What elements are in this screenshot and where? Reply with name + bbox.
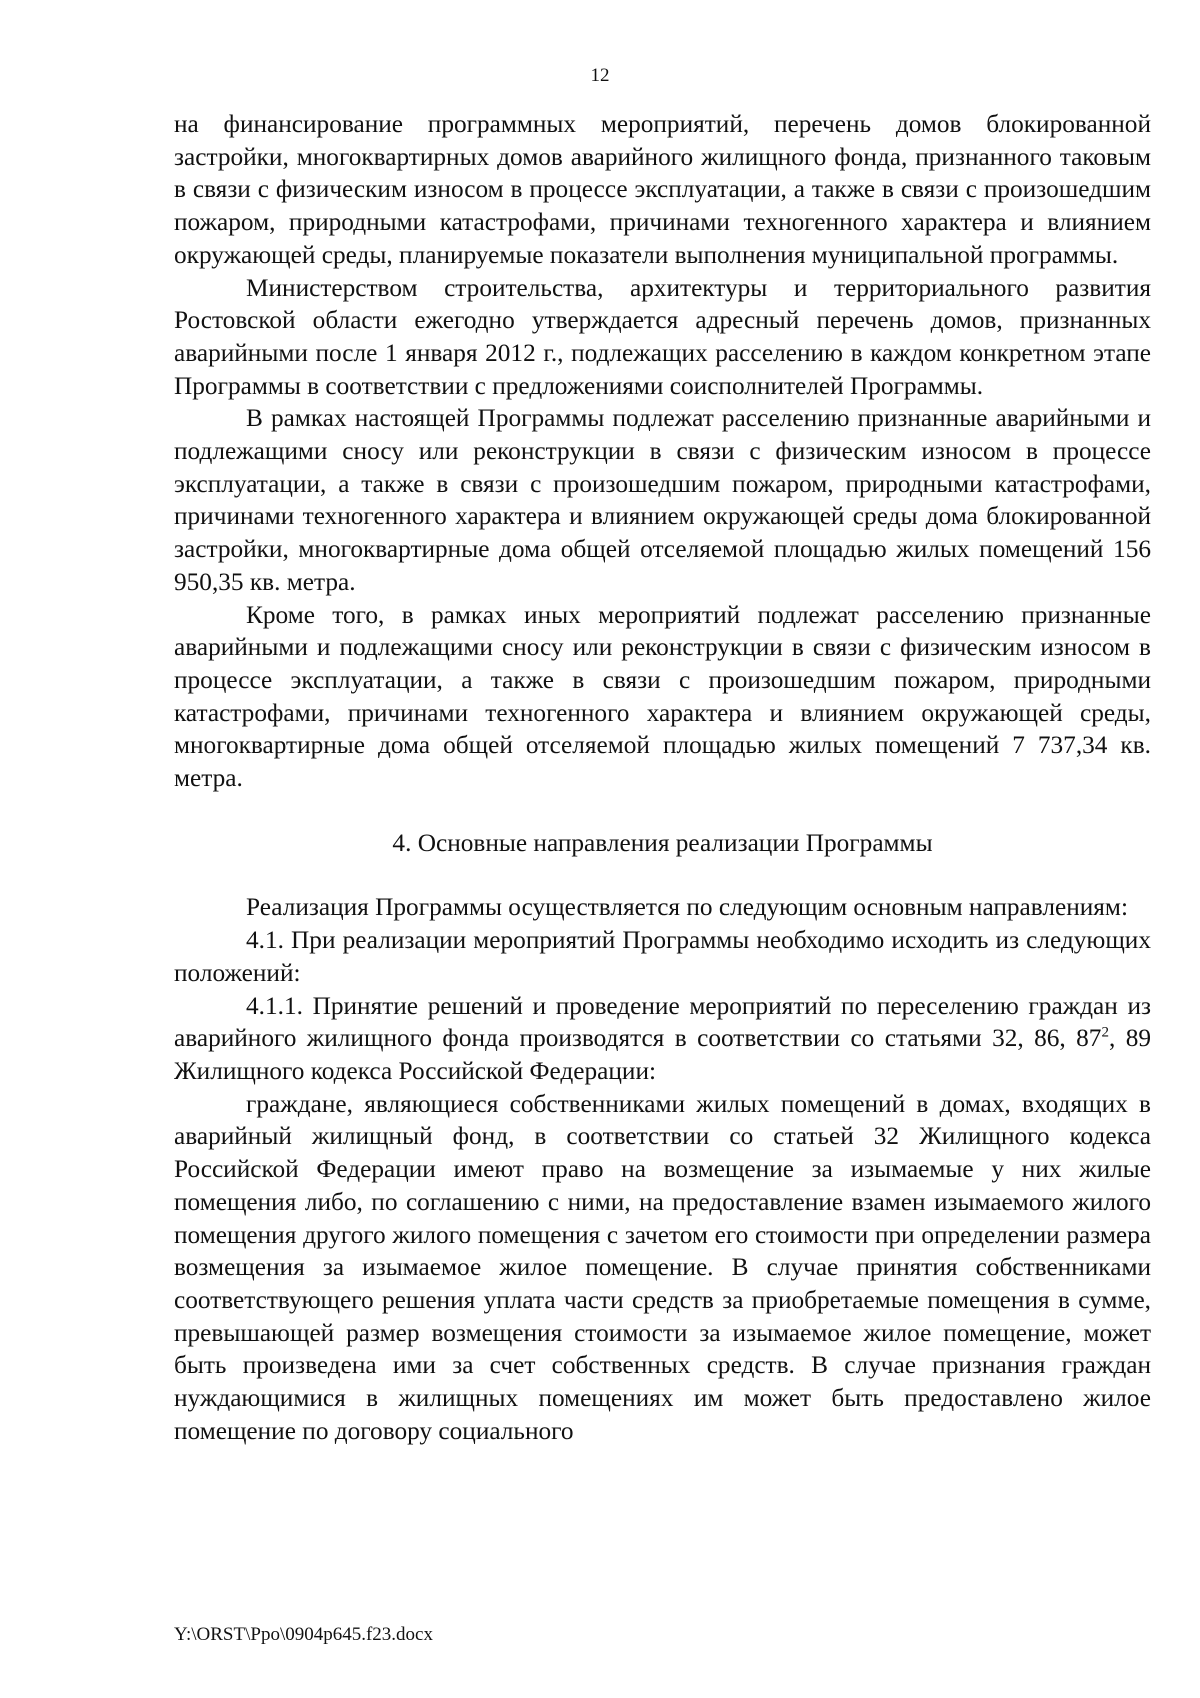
clause-text-start: 4.1.1. Принятие решений и проведение мероприятий по переселению граждан из аварийного жилищного фонда производятся в соответствии со статьями 32, 86, 87 (174, 991, 1151, 1053)
page-number: 12 (590, 65, 610, 86)
section-heading: 4. Основные направления реализации Программы (392, 828, 933, 857)
paragraph-other-measures: Кроме того, в рамках иных мероприятий подлежат расселению признанные аварийными и подлежащими сносу или реконструкции в связи с физическим износом в процессе эксплуатации, а также в связи с произошедшим пожаром, природными катастрофами, причинами техногенного характера и влиянием окружающей среды, многоквартирные дома общей отселяемой площадью жилых помещений 7 737,34 кв. метра. (174, 600, 1151, 793)
article-superscript: 2 (1101, 1024, 1109, 1041)
paragraph-continuation: на финансирование программных мероприятий, перечень домов блокированной застройки, многоквартирных домов аварийного жилищного фонда, признанного таковым в связи с физическим износом в процессе эксплуатации, а также в связи с произошедшим пожаром, природными катастрофами, причинами техногенного характера и влиянием окружающей среды, планируемые показатели выполнения муниципальной программы. (174, 110, 1151, 269)
clause-text-end: , 89 Жилищного кодекса Российской Федерации: (174, 1024, 1151, 1085)
paragraph-clause-4-1-1 (174, 990, 1151, 1088)
paragraph-owners-rights: граждане, являющиеся собственниками жилых помещений в домах, входящих в аварийный жилищный фонд, в соответствии со статьей 32 Жилищного кодекса Российской Федерации имеют право на возмещение за изымаемые у них жилые помещения либо, по соглашению с ними, на предоставление взамен изымаемого жилого помещения другого жилого помещения с зачетом его стоимости при определении размера возмещения за изымаемое жилое помещение. В случае принятия собственниками соответствующего решения уплата части средств за приобретаемые помещения в сумме, превышающей размер возмещения стоимости за изымаемое жилое помещение, может быть произведена ими за счет собственных средств. В случае признания граждан нуждающимися в жилищных помещениях им может быть предоставлено жилое помещение по договору социального (174, 1089, 1151, 1445)
file-path-footer: Y:\ORST\Ppo\0904p645.f23.docx (174, 1624, 433, 1645)
document-body (174, 108, 1151, 1447)
paragraph-program-scope: В рамках настоящей Программы подлежат расселению признанные аварийными и подлежащими сносу или реконструкции в связи с физическим износом в процессе эксплуатации, а также в связи с произошедшим пожаром, природными катастрофами, причинами техногенного характера и влиянием окружающей среды дома блокированной застройки, многоквартирные дома общей отселяемой площадью жилых помещений 156 950,35 кв. метра. (174, 404, 1151, 596)
paragraph-directions: Реализация Программы осуществляется по следующим основным направлениям: (246, 893, 1128, 922)
paragraph-ministry-list: Министерством строительства, архитектуры и территориального развития Ростовской области ежегодно утверждается адресный перечень домов, признанных аварийными после 1 января 2012 г., подлежащих расселению в каждом конкретном этапе Программы в соответствии с предложениями соисполнителей Программы. (174, 273, 1151, 400)
paragraph-clause-4-1: 4.1. При реализации мероприятий Программы необходимо исходить из следующих положений: (174, 926, 1151, 987)
